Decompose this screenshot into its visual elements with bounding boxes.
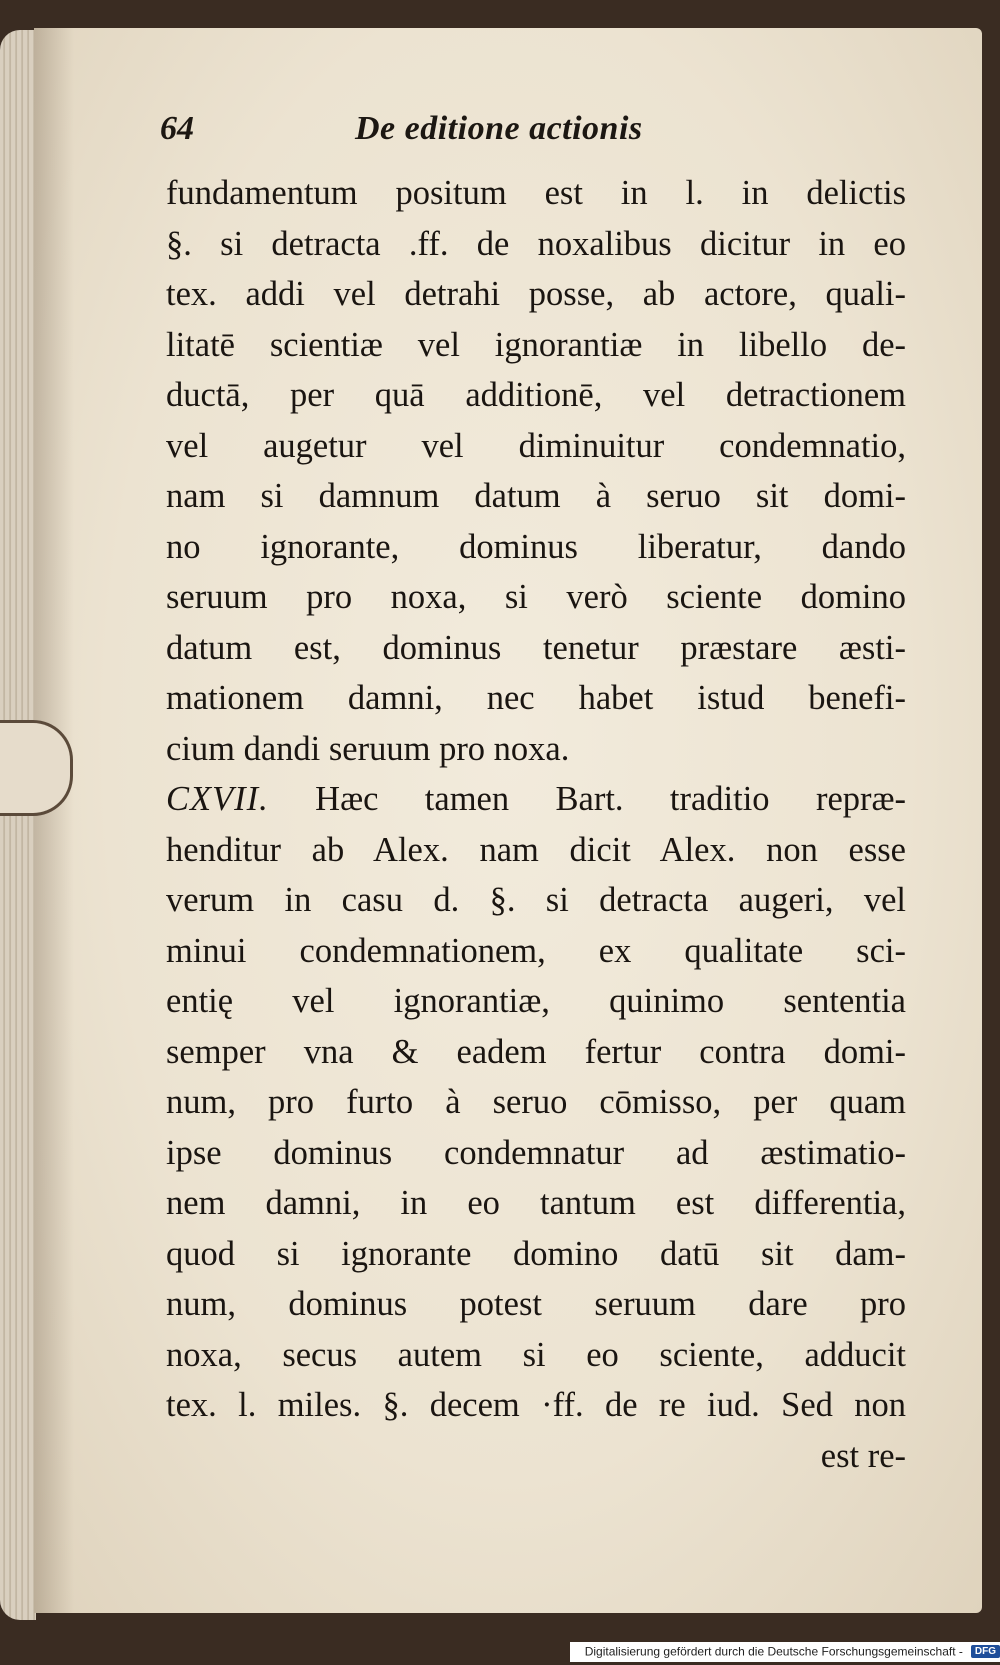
credit-text: Digitalisierung gefördert durch die Deutsche Forschungsgemeinschaft - bbox=[584, 1644, 963, 1659]
text-line: nam si damnum datum à seruo sit domi- bbox=[166, 477, 906, 515]
book-page-edges bbox=[0, 30, 36, 1620]
text-line: mationem damni, nec habet istud benefi- bbox=[166, 679, 906, 717]
text-line: semper vna & eadem fertur contra domi- bbox=[166, 1032, 906, 1071]
text-line: entię vel ignorantiæ, quinimo sententia bbox=[166, 982, 906, 1020]
text-line: verum in casu d. §. si detracta augeri, vel bbox=[166, 881, 906, 919]
text-line: datum est, dominus tenetur præstare æsti- bbox=[166, 628, 906, 667]
body-text bbox=[166, 168, 906, 1481]
page-header bbox=[160, 110, 920, 160]
digitization-credit bbox=[570, 1642, 1000, 1662]
section-number: CXVII. bbox=[166, 780, 269, 818]
text-line: tex. addi vel detrahi posse, ab actore, quali- bbox=[166, 275, 906, 313]
text-line: seruum pro noxa, si verò sciente domino bbox=[166, 578, 906, 616]
section-first-line bbox=[166, 774, 906, 825]
text-line: henditur ab Alex. nam dicit Alex. non esse bbox=[166, 830, 906, 869]
running-title: De editione actionis bbox=[355, 110, 643, 147]
text-line: nem damni, in eo tantum est differentia, bbox=[166, 1184, 906, 1222]
text-line: §. si detracta .ff. de noxalibus dicitur in eo bbox=[166, 224, 906, 263]
dfg-logo-icon: DFG bbox=[971, 1645, 1000, 1658]
catchword: est re- bbox=[820, 1436, 906, 1475]
text-line: tex. l. miles. §. decem ·ff. de re iud. Sed non bbox=[166, 1386, 906, 1424]
text-line: num, dominus potest seruum dare pro bbox=[166, 1285, 906, 1323]
text-line: quod si ignorante domino datū sit dam- bbox=[166, 1234, 906, 1273]
text-line: ductā, per quā additionē, vel detractionem bbox=[166, 376, 906, 414]
text-line: minui condemnationem, ex qualitate sci- bbox=[166, 931, 906, 970]
text-line: noxa, secus autem si eo sciente, adducit bbox=[166, 1335, 906, 1374]
gutter-shadow bbox=[34, 28, 74, 1613]
page-number: 64 bbox=[160, 110, 194, 147]
text-line: fundamentum positum est in l. in delictis bbox=[166, 174, 906, 212]
text-line: vel augetur vel diminuitur condemnatio, bbox=[166, 426, 906, 465]
text-line: no ignorante, dominus liberatur, dando bbox=[166, 527, 906, 566]
section-first-line-text: Hæc tamen Bart. traditio repræ- bbox=[315, 780, 906, 818]
text-line: litatē scientiæ vel ignorantiæ in libello de- bbox=[166, 325, 906, 364]
book-clasp bbox=[0, 720, 73, 816]
text-line: ipse dominus condemnatur ad æstimatio- bbox=[166, 1133, 906, 1172]
text-line: num, pro furto à seruo cōmisso, per quam bbox=[166, 1083, 906, 1121]
text-line: cium dandi seruum pro noxa. bbox=[166, 729, 570, 768]
